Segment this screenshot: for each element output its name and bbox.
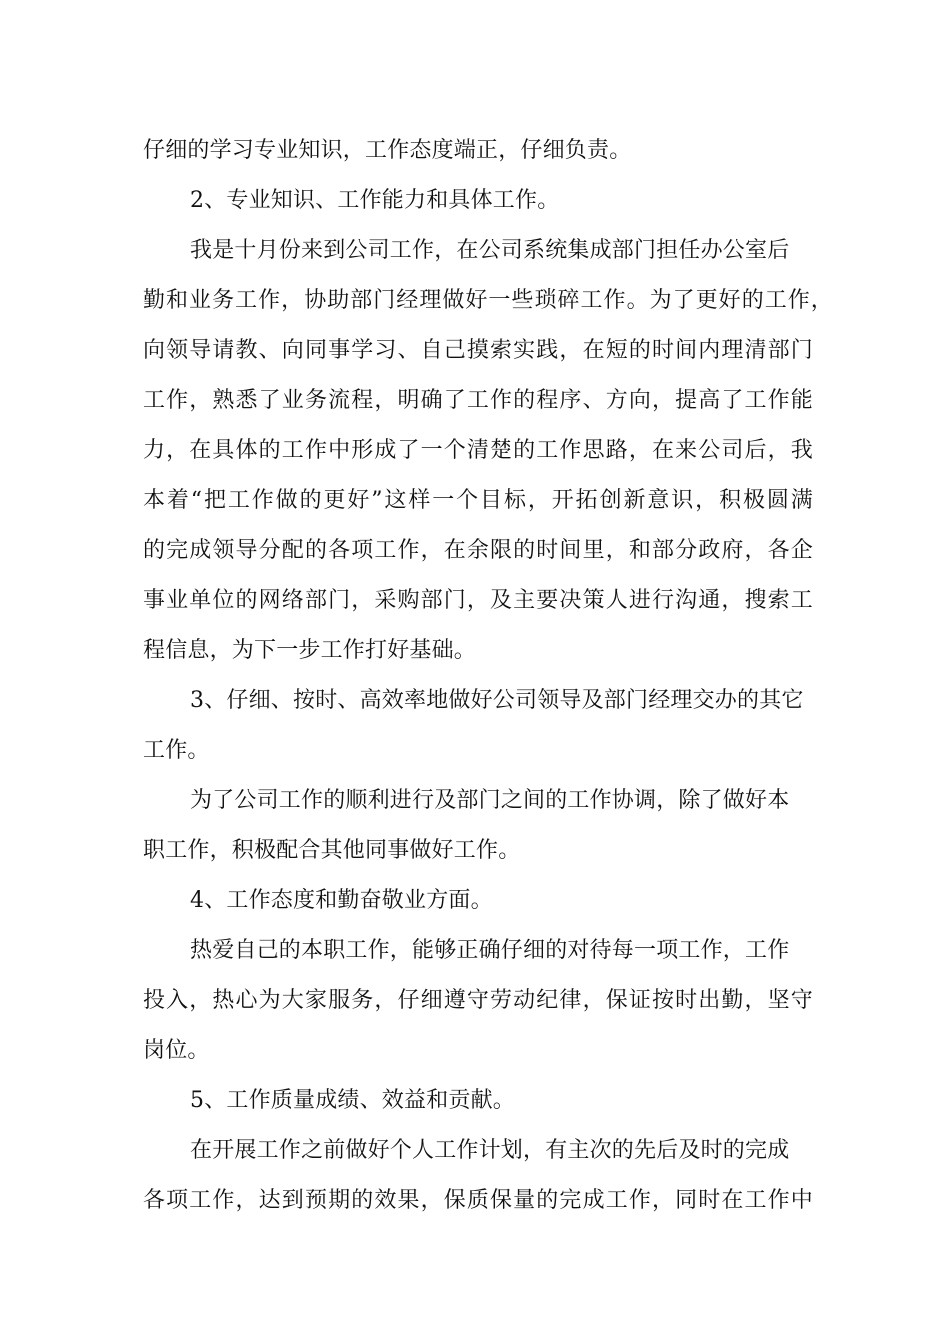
section-heading-3: 3、仔细、按时、高效率地做好公司领导及部门经理交办的其它 [190, 688, 804, 713]
text-line: 仔细的学习专业知识，工作态度端正，仔细负责。 [143, 138, 632, 163]
text-line: 勤和业务工作，协助部门经理做好一些琐碎工作。为了更好的工作， [143, 288, 833, 313]
text-line: 本着“把工作做的更好”这样一个目标，开拓创新意识，积极圆满 [143, 488, 813, 513]
text-line: 力，在具体的工作中形成了一个清楚的工作思路，在来公司后，我 [143, 438, 813, 463]
text-line: 各项工作，达到预期的效果，保质保量的完成工作，同时在工作中 [143, 1188, 813, 1213]
text-line: 热爱自己的本职工作，能够正确仔细的对待每一项工作，工作 [190, 938, 790, 963]
text-line: 程信息，为下一步工作打好基础。 [143, 638, 477, 663]
text-line: 职工作，积极配合其他同事做好工作。 [143, 838, 521, 863]
section-heading-2: 2、专业知识、工作能力和具体工作。 [190, 188, 560, 213]
text-line: 为了公司工作的顺利进行及部门之间的工作协调，除了做好本 [190, 788, 790, 813]
text-line: 在开展工作之前做好个人工作计划，有主次的先后及时的完成 [190, 1138, 790, 1163]
section-heading-4: 4、工作态度和勤奋敬业方面。 [190, 888, 493, 913]
text-line: 岗位。 [143, 1038, 210, 1063]
text-line: 投入，热心为大家服务，仔细遵守劳动纪律，保证按时出勤，坚守 [143, 988, 813, 1013]
section-heading-5: 5、工作质量成绩、效益和贡献。 [190, 1088, 515, 1113]
text-line: 向领导请教、向同事学习、自己摸索实践，在短的时间内理清部门 [143, 338, 813, 363]
text-line: 工作。 [143, 738, 210, 763]
text-line: 事业单位的网络部门，采购部门，及主要决策人进行沟通，搜索工 [143, 588, 813, 613]
text-line: 工作，熟悉了业务流程，明确了工作的程序、方向，提高了工作能 [143, 388, 813, 413]
text-line: 的完成领导分配的各项工作，在余限的时间里，和部分政府，各企 [143, 538, 813, 563]
text-line: 我是十月份来到公司工作，在公司系统集成部门担任办公室后 [190, 238, 790, 263]
